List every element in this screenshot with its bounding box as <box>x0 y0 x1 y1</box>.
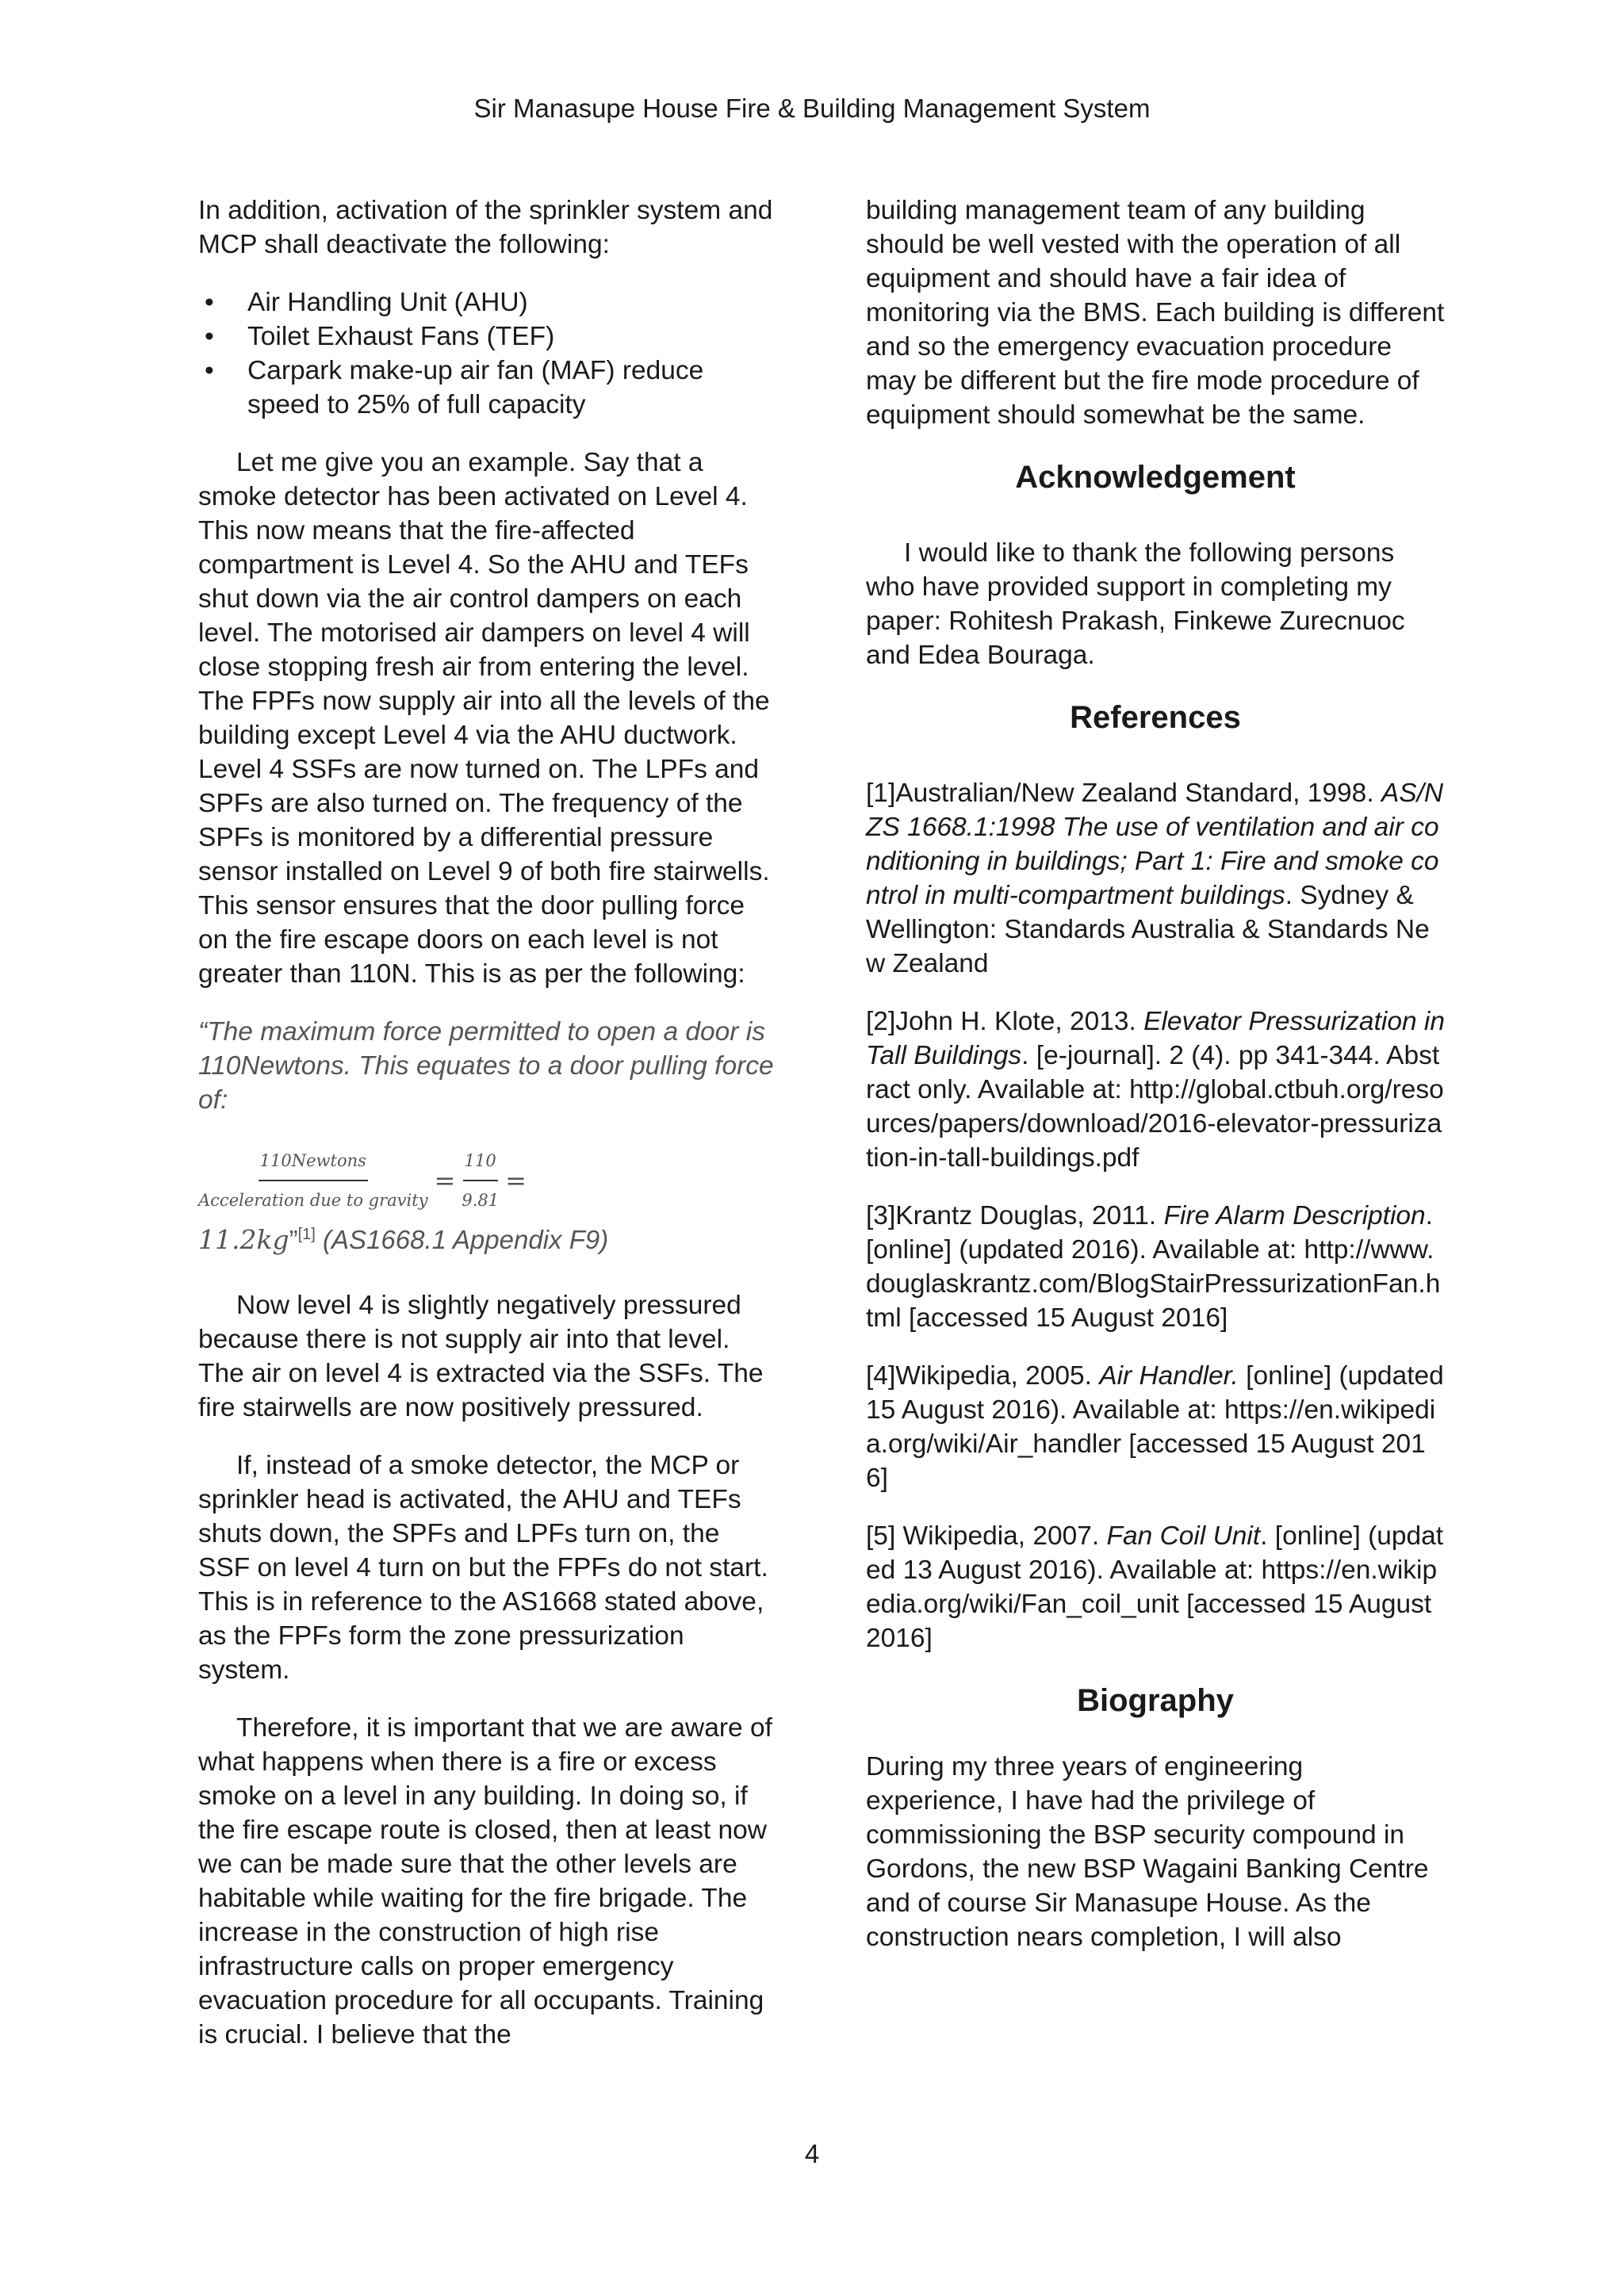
fraction-values <box>462 1144 499 1218</box>
fraction-numerator: 110Newtons <box>259 1144 368 1181</box>
bullet-icon: • <box>205 288 214 317</box>
result-quote-mark: ” <box>289 1225 298 1254</box>
reference-details: . [online] (updated 13 August 2016). Available at: https://en.wikipedia.org/wiki/Fan_coil_unit [accessed 15 August 2016] <box>866 1521 1444 1653</box>
reference-title: Fan Coil Unit <box>1106 1521 1261 1551</box>
intro-paragraph: In addition, activation of the sprinkler system and MCP shall deactivate the following: <box>198 196 773 259</box>
formula-fractions <box>198 1144 777 1218</box>
right-column <box>866 193 1445 1978</box>
fraction-newtons <box>198 1144 428 1218</box>
deactivated-equipment-list <box>198 285 777 422</box>
reference-author: [1]Australian/New Zealand Standard, 1998. <box>866 779 1381 808</box>
fraction-denominator: 9.81 <box>462 1191 500 1210</box>
reference-author: [2]John H. Klote, 2013. <box>866 1007 1144 1036</box>
reference-details: [online] (updated 15 August 2016). Available at: https://en.wikipedia.org/wiki/Air_handler [accessed 15 August 2016] <box>866 1361 1444 1493</box>
list-item <box>198 285 777 320</box>
reference-item <box>866 776 1445 981</box>
equals-sign: = <box>505 1165 527 1196</box>
biography-heading: Biography <box>1077 1683 1234 1718</box>
reference-list <box>866 776 1445 1655</box>
equals-sign: = <box>434 1165 456 1196</box>
reference-title: Fire Alarm Description <box>1163 1201 1426 1230</box>
reference-details: . [online] (updated 2016). Available at: http://www.douglaskrantz.com/BlogStairPressurizationFan.html [accessed 15 August 2016] <box>866 1201 1441 1333</box>
reference-author: [3]Krantz Douglas, 2011. <box>866 1201 1164 1230</box>
reference-details: . Sydney & Wellington: Standards Australia & Standards New Zealand <box>866 881 1430 978</box>
reference-item <box>866 1199 1445 1335</box>
bullet-icon: • <box>205 356 214 385</box>
example-paragraph: Let me give you an example. Say that a smoke detector has been activated on Level 4. This now means that the fire-affected compartment is Level 4. So the AHU and TEFs shut down via the air control dampers on each level. The motorised air dampers on level 4 will close stopping fresh air from entering the level. The FPFs now supply air into all the levels of the building except Level 4 via the AHU ductwork. Level 4 SSFs are now turned on. The LPFs and SPFs are also turned on. The frequency of the SPFs is monitored by a differential pressure sensor installed on Level 9 of both fire stairwells. This sensor ensures that the door pulling force on the fire escape doors on each level is not greater than 110N. This is as per the following: <box>198 448 770 989</box>
reference-title: Air Handler. <box>1099 1361 1239 1391</box>
page-number: 4 <box>804 2139 820 2168</box>
acknowledgement-heading: Acknowledgement <box>1015 460 1296 495</box>
reference-author: [4]Wikipedia, 2005. <box>866 1361 1100 1391</box>
formula-result <box>198 1218 777 1257</box>
acknowledgement-text: I would like to thank the following persons who have provided support in completing my paper: Rohitesh Prakash, Finkewe Zurecnuoc and Edea Bouraga. <box>866 538 1405 670</box>
list-item-text: Carpark make-up air fan (MAF) reduce speed to 25% of full capacity <box>247 356 704 419</box>
list-item-text: Air Handling Unit (AHU) <box>247 288 528 317</box>
list-item <box>198 354 777 422</box>
running-header: Sir Manasupe House Fire & Building Management System <box>473 94 1151 123</box>
continued-paragraph: building management team of any building should be well vested with the operation of all equipment and should have a fair idea of monitoring via the BMS. Each building is different and so the emergency evacuation procedure may be different but the fire mode procedure of equipment should somewhat be the same. <box>866 196 1445 430</box>
citation-superscript: [1] <box>297 1226 316 1243</box>
reference-details: . [e-journal]. 2 (4). pp 341-344. Abstract only. Available at: http://global.ctbuh.org/resources/papers/download/2016-elevator-pressurization-in-tall-buildings.pdf <box>866 1041 1444 1173</box>
force-formula <box>198 1144 777 1257</box>
standard-quote: “The maximum force permitted to open a door is 110Newtons. This equates to a door pulling force of: <box>198 1017 774 1115</box>
mcp-paragraph: If, instead of a smoke detector, the MCP or sprinkler head is activated, the AHU and TEFs shuts down, the SPFs and LPFs turn on, the SSF on level 4 turn on but the FPFs do not start. This is in reference to the AS1668 stated above, as the FPFs form the zone pressurization system. <box>198 1451 768 1685</box>
list-item <box>198 320 777 354</box>
references-heading: References <box>1070 700 1241 735</box>
biography-text: During my three years of engineering experience, I have had the privilege of commissioning the BSP security compound in Gordons, the new BSP Wagaini Banking Centre and of course Sir Manasupe House. As the construction nears completion, I will also <box>866 1752 1429 1952</box>
result-value: 11.2kg <box>198 1224 289 1255</box>
reference-author: [5] Wikipedia, 2007. <box>866 1521 1107 1551</box>
reference-item <box>866 1359 1445 1495</box>
formula-citation: (AS1668.1 Appendix F9) <box>323 1225 609 1254</box>
fraction-denominator: Acceleration due to gravity <box>198 1191 428 1210</box>
reference-item <box>866 1004 1445 1175</box>
reference-title: AS/NZS 1668.1:1998 The use of ventilation and air conditioning in buildings; Part 1: Fire and smoke control in multi-compartment buildings <box>866 779 1444 910</box>
conclusion-paragraph: Therefore, it is important that we are aware of what happens when there is a fire or excess smoke on a level in any building. In doing so, if the fire escape route is closed, then at least now we can be made sure that the other levels are habitable while waiting for the fire brigade. The increase in the construction of high rise infrastructure calls on proper emergency evacuation procedure for all occupants. Training is crucial. I believe that the <box>198 1713 772 2049</box>
list-item-text: Toilet Exhaust Fans (TEF) <box>247 322 555 351</box>
left-column <box>198 193 777 2076</box>
pressure-paragraph: Now level 4 is slightly negatively pressured because there is not supply air into that level. The air on level 4 is extracted via the SSFs. The fire stairwells are now positively pressured. <box>198 1291 764 1422</box>
reference-title: Elevator Pressurization in Tall Buildings <box>866 1007 1445 1070</box>
fraction-numerator: 110 <box>463 1144 498 1181</box>
reference-item <box>866 1519 1445 1655</box>
bullet-icon: • <box>205 322 214 351</box>
